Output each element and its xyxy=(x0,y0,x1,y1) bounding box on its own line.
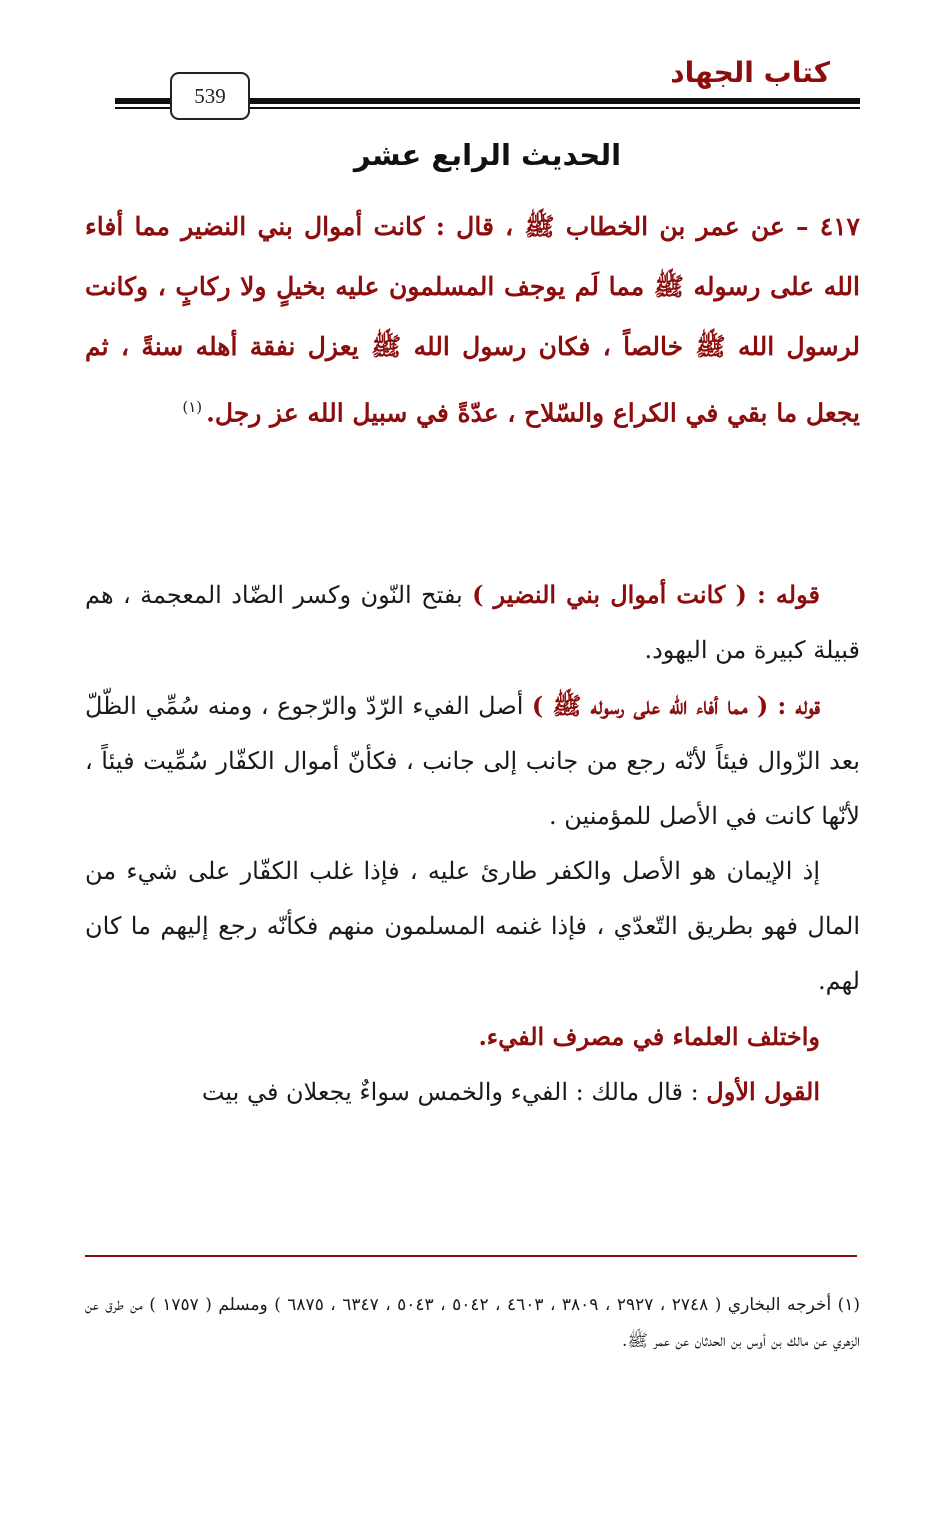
hadith-body: ٤١٧ – عن عمر بن الخطاب ﷺ ، قال : كانت أموال بني النضير مما أفاء الله على رسوله ﷺ مما لَم يوجف المسلمون عليه بخيلٍ ولا ركابٍ ، وكانت لرسول الله ﷺ خالصاً ، فكان رسول الله ﷺ يعزل نفقة أهله سنةً ، ثم يجعل ما بقي في الكراع والسّلاح ، عدّةً في سبيل الله عز رجل. xyxy=(85,212,860,428)
footnote: (١) أخرجه البخاري ( ٢٧٤٨ ، ٢٩٢٧ ، ٣٨٠٩ ، ٤٦٠٣ ، ٥٠٤٢ ، ٥٠٤٣ ، ٦٣٤٧ ، ٦٨٧٥ ) ومسلم ( ١٧٥٧ ) من طرق عن الزهري عن مالك بن أوس بن الحدثان عن عمر ﷺ. xyxy=(85,1295,861,1351)
footnote-rule xyxy=(85,1255,857,1257)
commentary xyxy=(85,567,860,1120)
hadith-text xyxy=(85,197,860,443)
book-title: كتاب الجهاد xyxy=(670,56,830,89)
commentary-label-5: القول الأول xyxy=(706,1077,820,1106)
commentary-paragraph-2 xyxy=(85,678,860,844)
commentary-label-1: قوله : ( كانت أموال بني النضير ) xyxy=(472,580,820,609)
commentary-text-5: : قال مالك : الفيء والخمس سواءٌ يجعلان في بيت xyxy=(201,1078,707,1106)
hadith-heading: الحديث الرابع عشر xyxy=(353,138,622,172)
commentary-label-2: قوله : ( مما أفاء الله على رسوله ﷺ ) xyxy=(531,691,820,720)
footnote-reference[interactable]: (١) xyxy=(182,398,203,416)
commentary-paragraph-1 xyxy=(85,567,860,678)
commentary-paragraph-3: إذ الإيمان هو الأصل والكفر طارئ عليه ، فإذا غلب الكفّار على شيء من المال فهو بطريق التّعدّي ، فإذا غنمه المسلمون منهم فكأنّه رجع إليهم ما كان لهم. xyxy=(85,857,860,995)
commentary-paragraph-4: واختلف العلماء في مصرف الفيء. xyxy=(478,1022,820,1051)
commentary-text-1: بفتح النّون وكسر الضّاد المعجمة ، هم قبيلة كبيرة من اليهود. xyxy=(85,581,860,664)
page-number: 539 xyxy=(194,83,226,108)
commentary-paragraph-5 xyxy=(85,1064,860,1120)
page-number-box xyxy=(170,72,250,120)
commentary-text-2: أصل الفيء الرّدّ والرّجوع ، ومنه سُمِّي الظّلّ بعد الزّوال فيئاً لأنّه رجع من جانب إلى جانب ، فكأنّ أموال الكفّار سُمِّيت فيئاً ، لأنّها كانت في الأصل للمؤمنين . xyxy=(85,692,860,830)
